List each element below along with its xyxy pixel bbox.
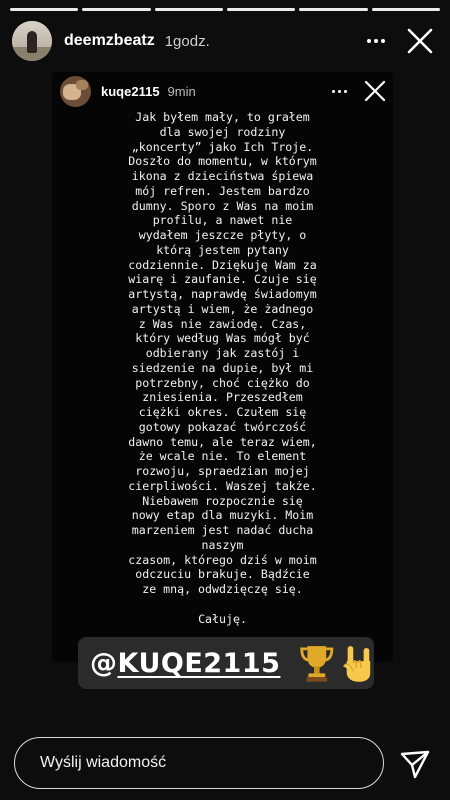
close-icon	[361, 77, 389, 105]
message-line: dumny. Sporo z Was na moim	[131, 198, 314, 213]
message-line: ze mną, odwdzięczę się.	[142, 582, 303, 596]
message-line: dawno temu, ale teraz wiem,	[128, 434, 317, 449]
story-username[interactable]: deemzbeatz	[64, 32, 155, 49]
progress-segment	[155, 8, 223, 11]
story-time-ago: 1godz.	[164, 32, 210, 50]
message-line: Jak byłem mały, to grałem	[135, 110, 310, 124]
close-button[interactable]	[402, 23, 438, 59]
story-progress-bars	[10, 8, 440, 11]
message-line: Doszło do momentu, w którym	[128, 154, 317, 169]
paper-plane-icon[interactable]	[398, 747, 432, 781]
more-options-button[interactable]	[356, 26, 396, 56]
message-line: zniesienia. Przeszedłem	[142, 390, 303, 405]
message-line: codziennie. Dziękuję Wam za	[128, 257, 317, 272]
message-line: wiarę i zaufanie. Czuje się	[128, 272, 317, 287]
message-line: że wcale nie. To element	[138, 449, 307, 464]
message-line: „koncerty” jako Ich Troje.	[131, 139, 314, 154]
message-line: cierpliwości. Waszej także.	[128, 478, 317, 493]
mention-text[interactable]: @KUQE2115	[90, 647, 281, 679]
shared-post-message	[60, 110, 385, 626]
reply-input[interactable]	[14, 737, 384, 789]
message-line: mój refren. Jestem bardzo	[135, 183, 310, 198]
message-line: ciężki okres. Czułem się	[138, 405, 307, 419]
message-line: Niebawem rozpocznie się	[142, 493, 303, 508]
message-line: siedzenie na dupie, był mi	[131, 360, 314, 375]
message-line: marzeniem jest nadać ducha	[131, 523, 314, 537]
message-line: artystą i wiem, że żadnego	[131, 301, 314, 316]
reply-placeholder: Wyślij wiadomość	[40, 754, 167, 771]
progress-segment	[82, 8, 150, 11]
message-line: naszym	[201, 537, 244, 552]
message-line: czasom, którego dziś w moim	[128, 552, 317, 567]
mention-sticker[interactable]	[78, 637, 374, 689]
progress-segment	[299, 8, 367, 11]
shared-post-card[interactable]	[52, 72, 393, 662]
more-horizontal-icon	[332, 90, 335, 93]
message-line: profilu, a nawet nie	[152, 213, 293, 228]
close-icon	[402, 23, 438, 59]
message-line: potrzebny, choć ciężko do	[135, 375, 310, 390]
shared-post-close-button[interactable]	[361, 77, 389, 105]
message-line	[60, 597, 385, 612]
progress-segment	[227, 8, 295, 11]
trophy-icon	[298, 641, 336, 685]
shared-post-avatar[interactable]	[60, 76, 91, 107]
shared-post-username[interactable]: kuqe2115	[101, 83, 160, 99]
message-line: którą jestem pytany	[156, 242, 289, 257]
shared-post-time-ago: 9min	[167, 83, 196, 99]
message-line: rozwoju, spraedzian mojej	[135, 464, 310, 478]
message-line: ikona z dzieciństwa śpiewa	[131, 169, 314, 183]
progress-segment	[10, 8, 78, 11]
more-horizontal-icon	[367, 39, 371, 43]
message-line: artystą, naprawdę świadomym	[128, 287, 317, 301]
message-line: Całuję.	[198, 611, 247, 626]
message-line: odbierany jak zastój i	[145, 346, 300, 360]
message-line: odczuciu brakuje. Bądźcie	[135, 567, 310, 582]
message-line: nowy etap dla muzyki. Moim	[131, 508, 314, 523]
message-line: wydałem jeszcze płyty, o	[138, 228, 307, 242]
rock-on-hand-icon	[342, 641, 374, 685]
progress-segment	[372, 8, 440, 11]
mention-username[interactable]: KUQE2115	[117, 647, 281, 679]
avatar[interactable]	[12, 21, 52, 61]
message-line: z Was nie zawiodę. Czas,	[138, 316, 307, 331]
shared-post-more-button[interactable]	[323, 79, 355, 103]
shared-post-header	[60, 74, 389, 108]
message-line: gotowy pokazać twórczość	[138, 419, 307, 434]
story-header	[12, 20, 438, 62]
message-line: dla swojej rodziny	[159, 124, 286, 139]
message-line: który według Was mógł być	[135, 331, 310, 346]
